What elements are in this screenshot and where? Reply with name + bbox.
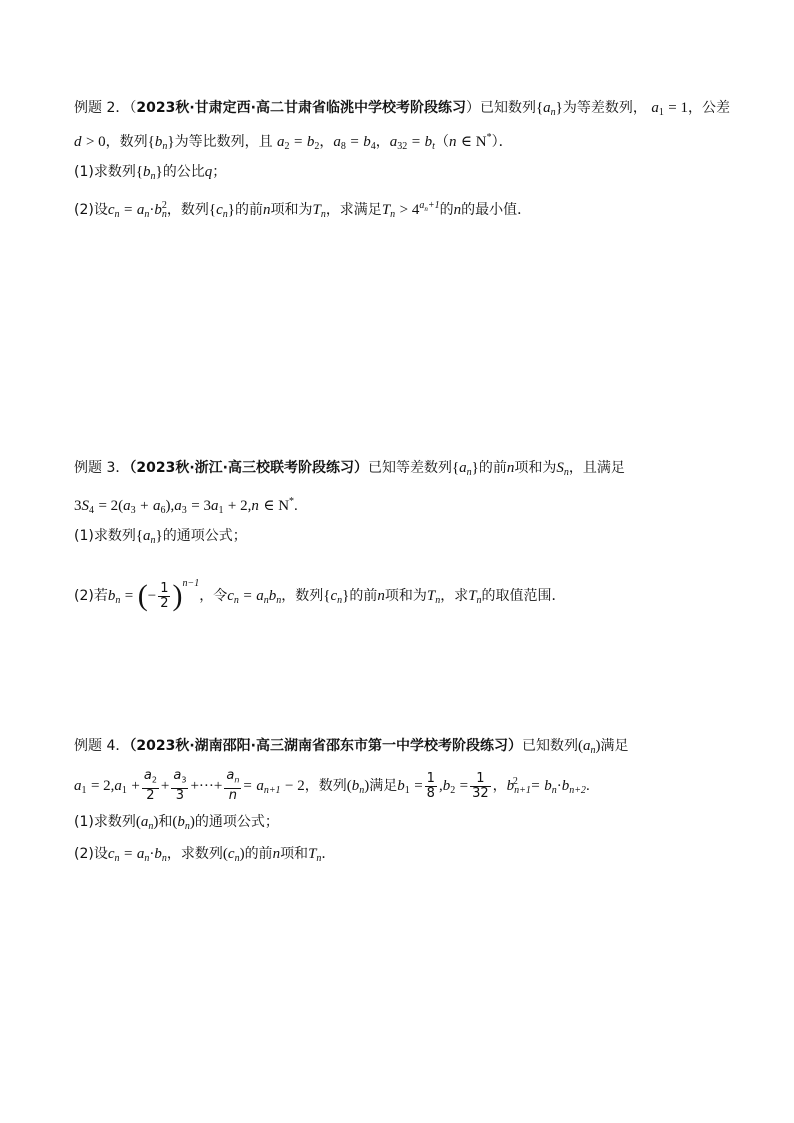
question-label: (1) xyxy=(74,164,94,180)
problem-3-question-2: (2)若$b_n$ = (− $\frac{1}{2}$ )$^{n-1}$，令$c_n = a_nb_n$，数列$\{c_n\}$的前n项和为$T_n$，求$T_n$的取值范围． xyxy=(74,578,566,612)
problem-label: 例题 4． xyxy=(74,738,130,754)
problem-source: 2023秋·甘肃定西·高二甘肃省临洮中学校考阶段练习 xyxy=(136,100,466,116)
question-label: (2) xyxy=(74,202,94,218)
problem-4-line-2: $a_1 = 2,a_1$ + $\frac{a_2}{2}$ + $\frac{a_3}{3}$ +···+ $\frac{a_n}{n}$ = $a_{n+1} - 2$，数列$(b_n)$满足$b_1$ = $\frac{1}{8}$ $,b_2$ = $\frac{1}{32}$ ，$b_{n+1}^2$ = $b_n\cdot b_{n+2}$. xyxy=(74,768,590,803)
problem-3-line-1: 例题 3．（2023秋·浙江·高三校联考阶段练习）已知等差数列$\{a_n\}$的前n项和为$S_n$，且满足 xyxy=(74,460,625,478)
problem-4-question-1: (1)求数列$(a_n)$和$(b_n)$的通项公式； xyxy=(74,814,279,832)
question-label: (1) xyxy=(74,814,94,830)
problem-2-question-2: (2)设$c_n = a_n\cdot b_n^2$，数列$\{c_n\}$的前n项和为$T_n$，求满足$T_n > 4^{a_n+1}$的n的最小值． xyxy=(74,200,532,220)
question-label: (2) xyxy=(74,846,94,862)
problem-4-question-2: (2)设$c_n = a_n\cdot b_n$，求数列$(c_n)$的前n项和$T_n$． xyxy=(74,846,336,864)
problem-2-question-1: (1)求数列$\{b_n\}$的公比q； xyxy=(74,164,227,182)
source-close: ） xyxy=(465,100,480,116)
problem-4-line-1: 例题 4．（2023秋·湖南邵阳·高三湖南省邵东市第一中学校考阶段练习）已知数列$(a_n)$满足 xyxy=(74,738,629,756)
problem-label: 例题 2． xyxy=(74,100,130,116)
problem-source: （2023秋·浙江·高三校联考阶段练习） xyxy=(129,460,368,476)
problem-3-question-1: (1)求数列$\{a_n\}$的通项公式； xyxy=(74,528,247,546)
question-label: (1) xyxy=(74,528,94,544)
problem-2-line-2: d > 0，数列$\{b_n\}$为等比数列，且 $a_2 = b_2$，$a_8 = b_4$，$a_{32} = b_t(n$ ∈ N*）． xyxy=(74,132,513,152)
problem-text: 已知数列 xyxy=(479,100,536,116)
problem-2-line-1: 例题 2．（2023秋·甘肃定西·高二甘肃省临洮中学校考阶段练习）已知数列$\{a_n\}$为等差数列， $a_1 = 1$，公差 xyxy=(74,100,730,118)
question-label: (2) xyxy=(74,588,94,604)
source-open: （ xyxy=(129,100,137,116)
problem-3-line-2: $3S_4 = 2(a_3 + a_6),a_3 = 3a_1 + 2,n$ ∈ N*. xyxy=(74,496,298,516)
problem-label: 例题 3． xyxy=(74,460,130,476)
problem-source: （2023秋·湖南邵阳·高三湖南省邵东市第一中学校考阶段练习） xyxy=(129,738,522,754)
